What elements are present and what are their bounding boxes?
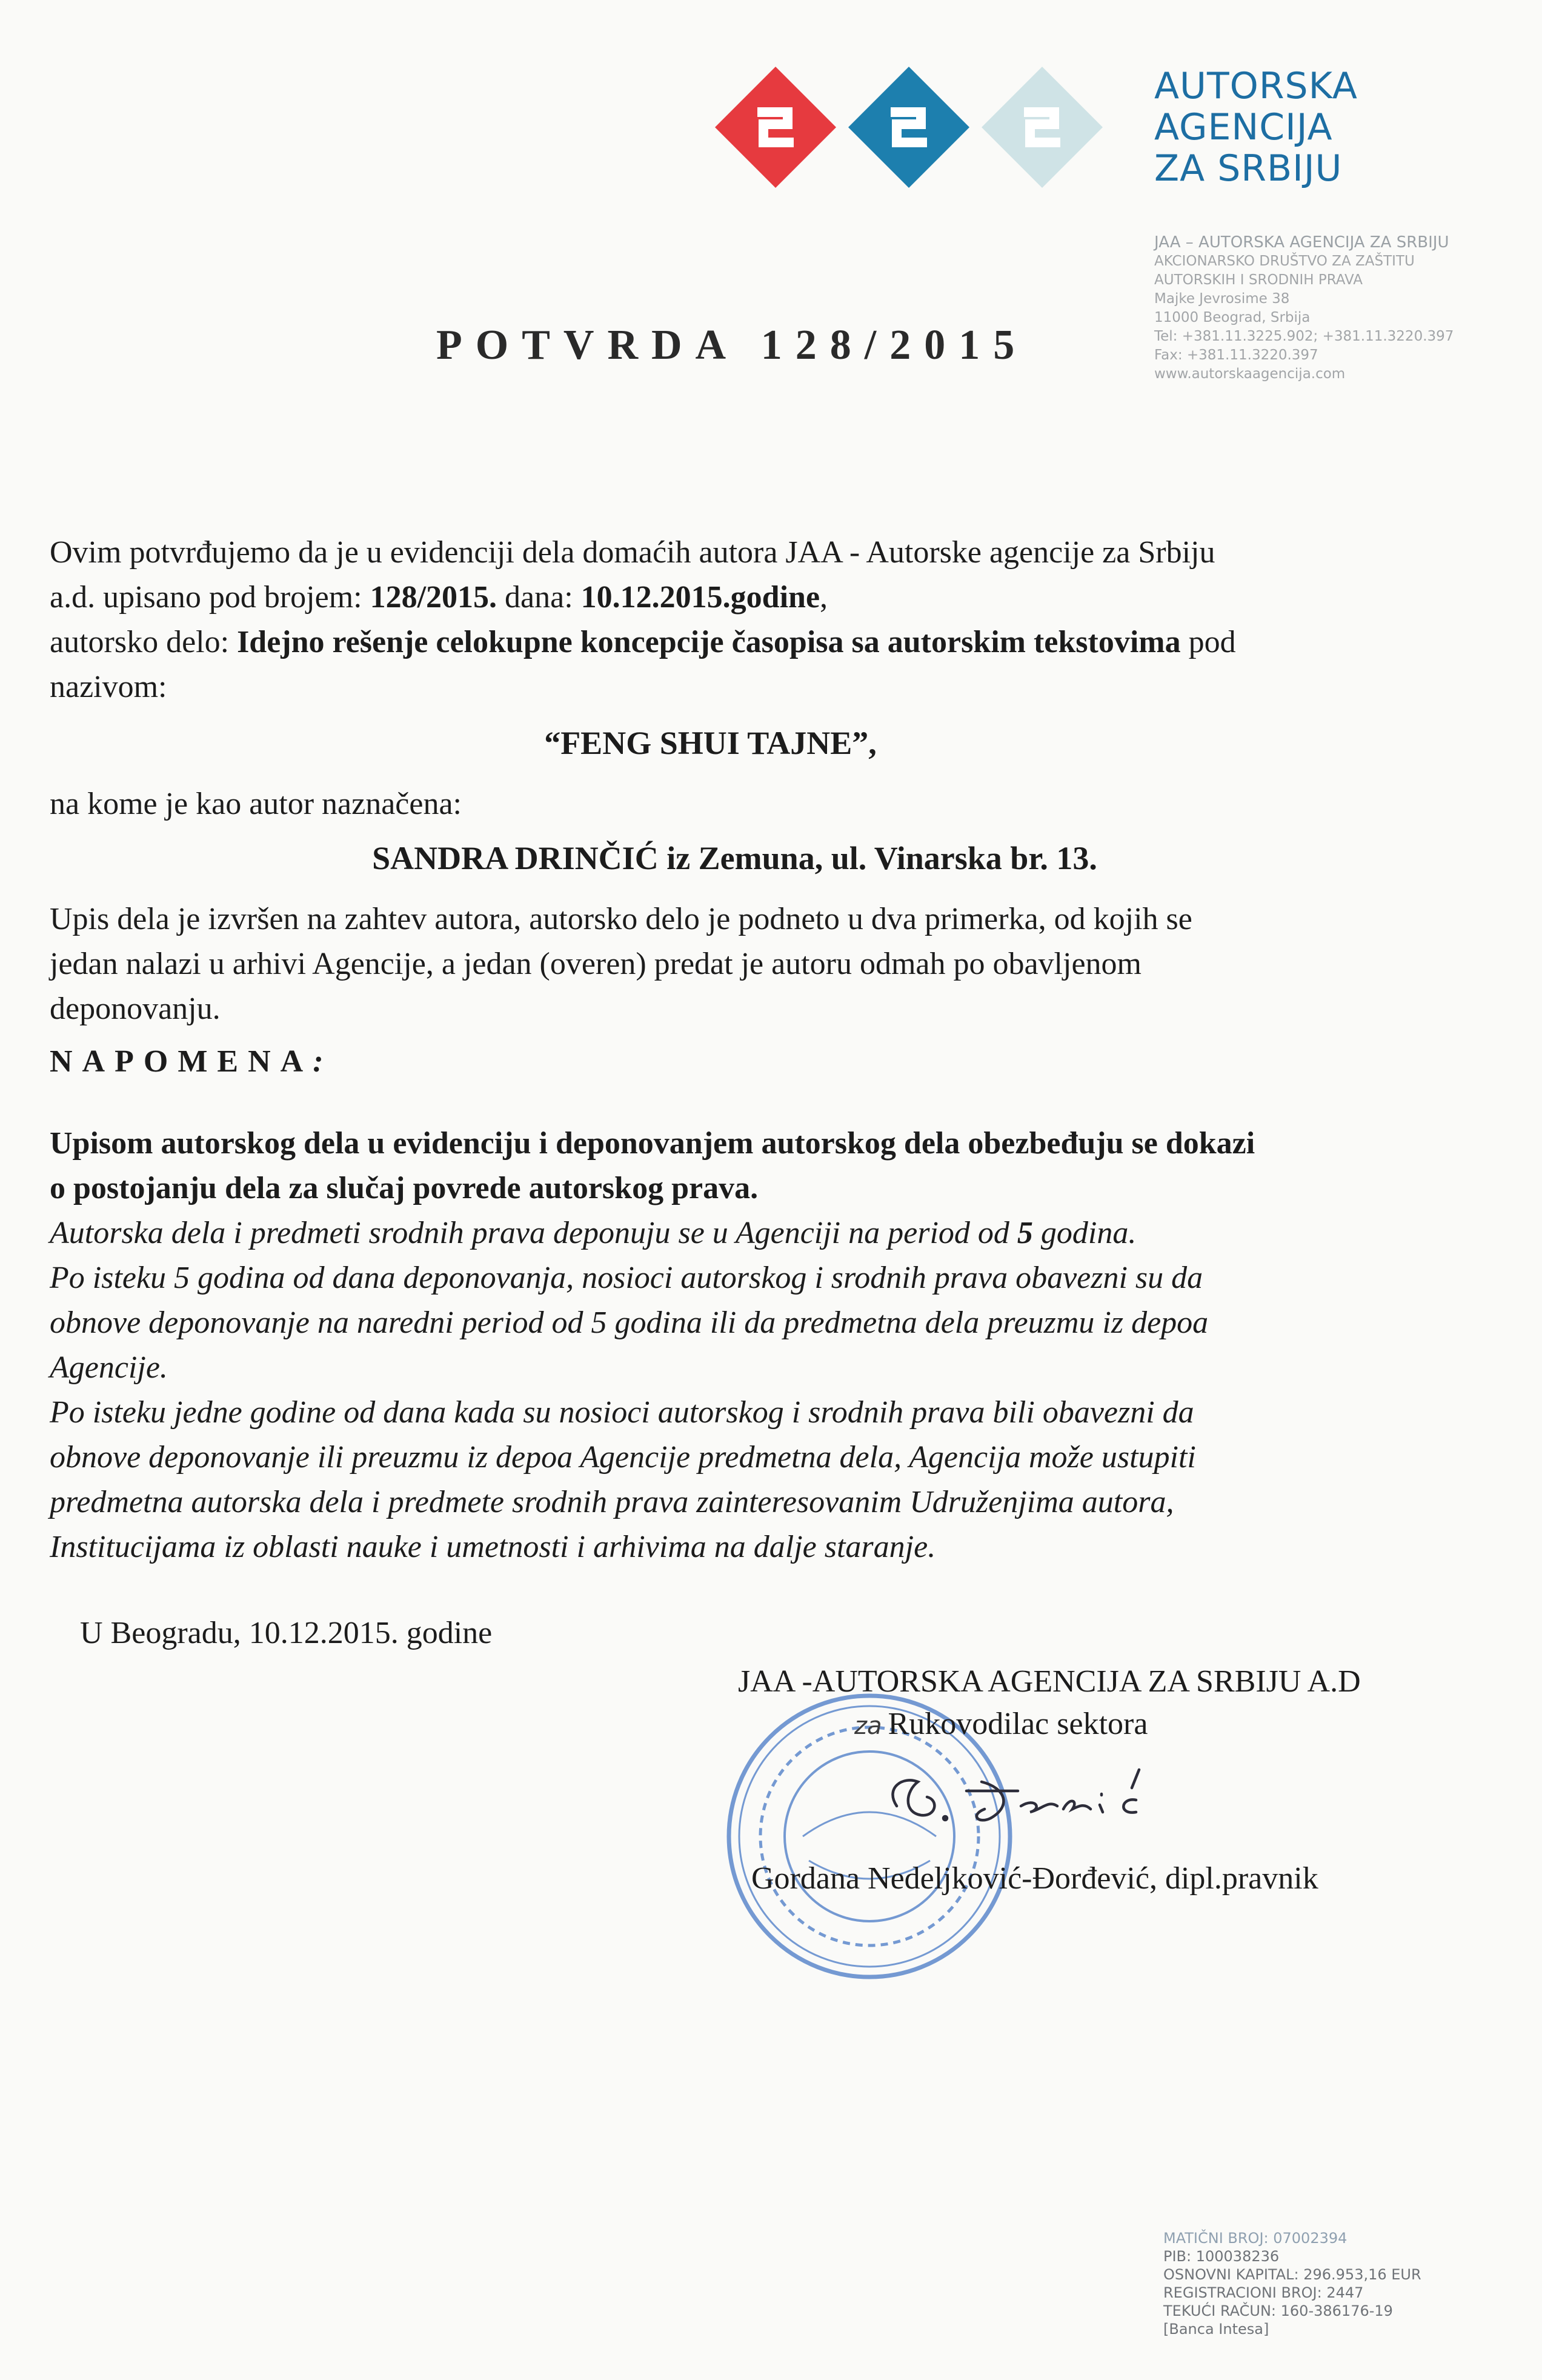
work-description: Idejno rešenje celokupne koncepcije časopisa sa autorskim tekstovima <box>237 625 1181 659</box>
registry-pib: PIB: 100038236 <box>1163 2248 1280 2265</box>
registration-number: 128/2015. <box>370 580 497 615</box>
note-block: Upisom autorskog dela u evidenciju i deponovanjem autorskog dela obezbeđuju se dokazi o postojanju dela za slučaj povrede autorskog prava. Autorska dela i predmeti srodnih prava deponuju se u Agenciji na period od 5 godina. Po isteku 5 godina od dana deponovanja, nosioci autorskog i srodnih prava obavezni su da obnove deponovanje na naredni period od 5 godina ili da predmetna dela preuzmu iz depoa Agencije. Po isteku jedne godine od dana kada su nosioci autorskog i srodnih prava bili obavezni da obnove deponovanje ili preuzmu iz depoa Agencije predmetna dela, Agencija može ustupiti predmetna autorska dela i predmete srodnih prava zainteresovanim Udruženjima autora, Institucijama iz oblasti nauke i umetnosti i arhivima na dalje staranje. <box>50 1126 1255 1564</box>
contact-line: AUTORSKIH I SRODNIH PRAVA <box>1154 272 1363 288</box>
work-title: “FENG SHUI TAJNE”, <box>544 725 877 761</box>
contact-city: 11000 Beograd, Srbija <box>1154 310 1311 325</box>
signature-role: za Rukovodilac sektora <box>854 1707 1148 1741</box>
brand-name <box>1154 65 1358 189</box>
contact-fax: Fax: +381.11.3220.397 <box>1154 347 1318 363</box>
registry-bank: [Banca Intesa] <box>1163 2321 1269 2338</box>
logo-blue-diamond <box>848 67 969 188</box>
contact-address: Majke Jevrosime 38 <box>1154 291 1290 307</box>
handwritten-signature <box>860 1733 1200 1867</box>
signature-prefix: za <box>854 1712 882 1740</box>
contact-block <box>1154 233 1454 384</box>
registry-maticni: MATIČNI BROJ: 07002394 <box>1163 2230 1348 2247</box>
deposit-paragraph: Upis dela je izvršen na zahtev autora, autorsko delo je podneto u dva primerka, od kojih se jedan nalazi u arhivi Agencije, a jedan (overen) predat je autoru odmah po obavljenom deponovanju. <box>50 902 1192 1026</box>
author-intro: na kome je kao autor naznačena: <box>50 787 462 821</box>
registration-date: 10.12.2015.godine <box>580 580 820 615</box>
intro-paragraph <box>50 530 1492 710</box>
signatory-name: Gordana Nedeljković-Đorđević, dipl.pravnik <box>751 1861 1318 1896</box>
intro-line-3: autorsko delo: Idejno rešenje celokupne koncepcije časopisa sa autorskim tekstovima pod <box>50 625 1236 659</box>
brand-line-2: AGENCIJA <box>1154 106 1333 148</box>
intro-line-4: nazivom: <box>50 670 167 704</box>
logo-light-diamond <box>982 67 1103 188</box>
brand-line-1: AUTORSKA <box>1154 65 1358 107</box>
author-name: SANDRA DRINČIĆ iz Zemuna, ul. Vinarska br. 13. <box>372 840 1097 876</box>
napomena-heading: NAPOMENA: <box>50 1044 333 1079</box>
brand-line-3: ZA SRBIJU <box>1154 147 1343 190</box>
intro-line-1: Ovim potvrđujemo da je u evidenciji dela domaćih autora JAA - Autorske agencije za Srbiju <box>50 535 1215 570</box>
contact-org: JAA – AUTORSKA AGENCIJA ZA SRBIJU <box>1154 233 1449 252</box>
registry-block <box>1163 2229 1421 2338</box>
document-title: POTVRDA 128/2015 <box>436 322 1028 368</box>
place-date: U Beogradu, 10.12.2015. godine <box>80 1616 493 1650</box>
registry-account: TEKUĆI RAČUN: 160-386176-19 <box>1163 2302 1393 2319</box>
signature-organization: JAA -AUTORSKA AGENCIJA ZA SRBIJU A.D <box>738 1664 1361 1699</box>
agency-logo <box>715 55 1115 212</box>
contact-website: www.autorskaagencija.com <box>1154 366 1346 382</box>
contact-phone: Tel: +381.11.3225.902; +381.11.3220.397 <box>1154 328 1454 344</box>
intro-line-2: a.d. upisano pod brojem: 128/2015. dana: 10.12.2015.godine, <box>50 580 828 615</box>
logo-red-diamond <box>715 67 836 188</box>
registry-capital: OSNOVNI KAPITAL: 296.953,16 EUR <box>1163 2266 1421 2283</box>
contact-line: AKCIONARSKO DRUŠTVO ZA ZAŠTITU <box>1154 253 1415 269</box>
registry-number: REGISTRACIONI BROJ: 2447 <box>1163 2284 1364 2301</box>
